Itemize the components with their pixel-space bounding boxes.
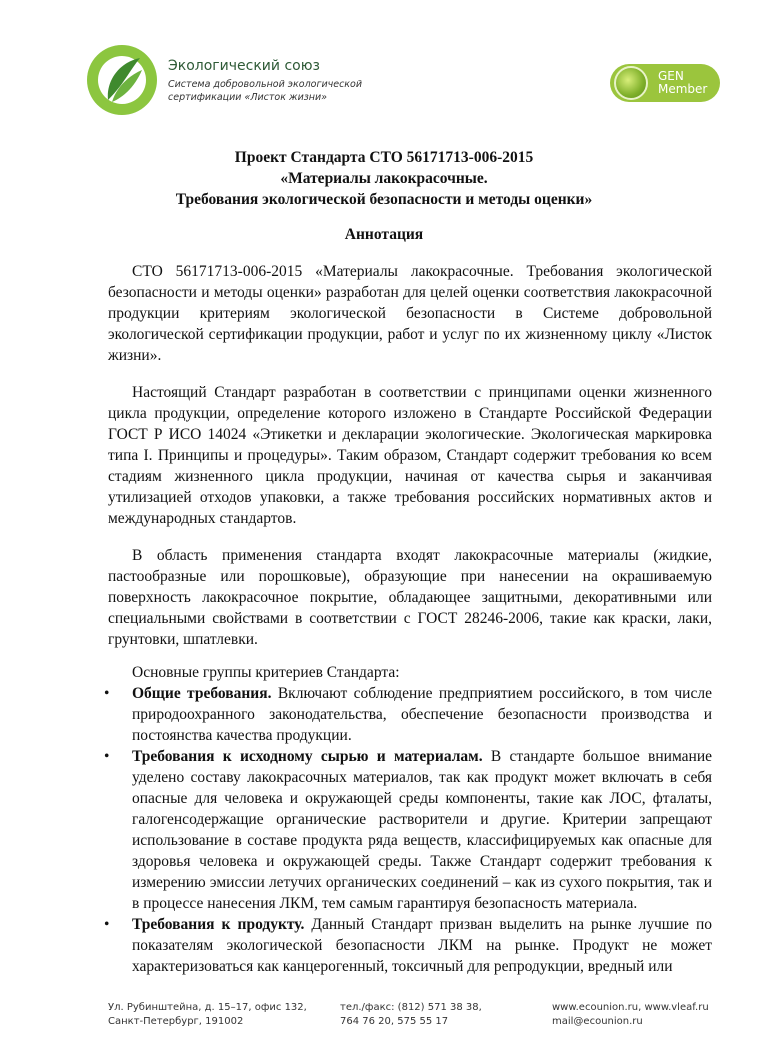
annotation-heading: Аннотация (344, 226, 424, 243)
paragraph-3: В область применения стандарта входят лакокрасочные материалы (жидкие, пастообразные или порошковые), образующие при нанесении на окрашиваемую поверхность лакокрасочное покрытие, обладающее защитными, декоративными или специальными свойствами в соответствии с ГОСТ 28246-2006, такие как краски, лаки, грунтовки, шпатлевки. (108, 547, 712, 648)
list-item: • Требования к продукту. Данный Стандарт призван выделить на рынке лучшие по показателям экологической безопасности ЛКМ на рынке. Продукт не может характеризоваться как канцерогенный, токсичный для репродукции, вредный или (104, 916, 712, 975)
footer: Ул. Рубинштейна, д. 15–17, офис 132, Санкт-Петербург, 191002 тел./факс: (812) 571 38 38, 764 76 20, 575 55 17 www.ecounion.ru, www.vleaf.ru mail@ecounion.ru (108, 1002, 709, 1027)
email-link[interactable]: mail@ecounion.ru (552, 1016, 643, 1027)
website-link[interactable]: www.ecounion.ru, www.vleaf.ru (552, 1002, 709, 1013)
gen-member-badge: GEN Member (610, 64, 720, 102)
listok-zhizni-logo-icon (86, 44, 158, 116)
document-title: Проект Стандарта СТО 56171713-006-2015 «Материалы лакокрасочные. Требования экологической безопасности и методы оценки» (175, 149, 593, 208)
list-item: • Общие требования. Включают соблюдение предприятием российского, в том числе природоохранного законодательства, обеспечение безопасности производства и постоянства качества продукции. (104, 685, 712, 744)
gen-globe-icon (614, 66, 648, 100)
org-subtitle: Система добровольной экологической сертификации «Листок жизни» (168, 79, 363, 103)
letterhead (86, 44, 720, 124)
criteria-list (104, 662, 712, 977)
paragraph-1: СТО 56171713-006-2015 «Материалы лакокрасочные. Требования экологической безопасности и методы оценки» разработан для целей оценки соответствия лакокрасочной продукции критериям экологической безопасности в Системе добровольной экологической сертификации продукции, работ и услуг по их жизненному циклу «Листок жизни». (108, 263, 712, 364)
list-item: • Требования к исходному сырью и материалам. В стандарте большое внимание уделено составу лакокрасочных материалов, так как продукт может включать в себя опасные для человека и окружающей среды компоненты, такие как ЛОС, фталаты, галогенсодержащие органические растворители и другие. Критерии запрещают использование в составе продукта ряда веществ, классифицируемых как опасные для здоровья человека и окружающей среды. Также Стандарт содержит требования к измерению эмиссии летучих органических соединений – как из сухого покрытия, так и в процессе нанесения ЛКМ, тем самым гарантируя безопасность материала. (104, 748, 712, 912)
criteria-intro: Основные группы критериев Стандарта: (132, 664, 400, 681)
paragraph-2: Настоящий Стандарт разработан в соответствии с принципами оценки жизненного цикла продукции, определение которого изложено в Стандарте Российской Федерации ГОСТ Р ИСО 14024 «Этикетки и декларации экологические. Экологическая маркировка типа I. Принципы и процедуры». Таким образом, Стандарт содержит требования ко всем стадиям жизненного цикла продукции, начиная от качества сырья и заканчивая утилизацией отходов упаковки, а также требования российских нормативных актов и международных стандартов. (108, 384, 712, 527)
org-name: Экологический союз (168, 58, 320, 74)
